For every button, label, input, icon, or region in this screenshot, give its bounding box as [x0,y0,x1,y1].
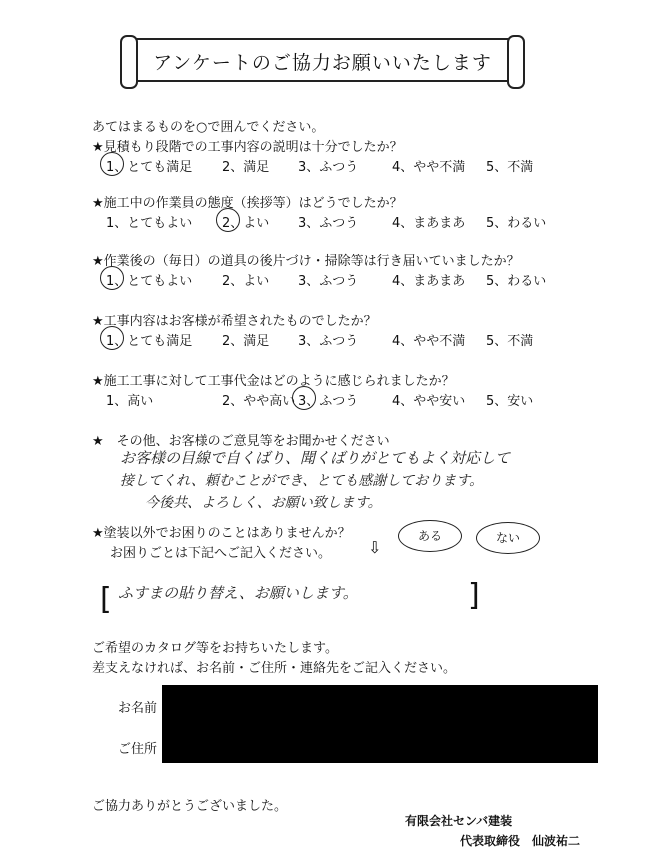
answer-option[interactable]: 2、満足 [222,334,270,349]
answer-option[interactable]: 1、とても満足 [106,160,193,175]
question-text: ★作業後の（毎日）の道具の後片づけ・掃除等は行き届いていましたか？ [92,254,520,269]
question-text: ★見積もり段階での工事内容の説明は十分でしたか？ [92,140,403,155]
answer-option[interactable]: 5、わるい [486,274,547,289]
right-bracket: ] [468,578,480,613]
answer-option[interactable]: 3、ふつう [298,274,359,289]
selected-circle-mark [100,152,124,176]
page-title: アンケートのご協力お願いいたします [153,52,492,74]
redacted-personal-info [162,685,598,763]
answer-option[interactable]: 3、ふつう [298,160,359,175]
catalog-line-2: 差支えなければ、お名前・ご住所・連絡先をご記入ください。 [92,661,457,676]
selected-circle-mark [100,326,124,350]
selected-circle-mark [216,208,240,232]
answer-option[interactable]: 1、とてもよい [106,274,193,289]
answer-option[interactable]: 2、よい [222,274,270,289]
answer-option[interactable]: 1、とても満足 [106,334,193,349]
address-label: ご住所 [118,742,158,757]
company-name: 有限会社センバ建装 [405,814,513,828]
answer-option[interactable]: 5、不満 [486,334,534,349]
answer-option[interactable]: 2、よい [222,216,270,231]
answer-option[interactable]: 4、まあまあ [392,216,466,231]
thanks-text: ご協力ありがとうございました。 [92,799,288,814]
handwritten-answer[interactable]: ふすまの貼り替え、お願いします。 [118,584,358,602]
answer-option[interactable]: 3、ふつう [298,216,359,231]
selected-circle-mark [100,266,124,290]
down-arrow-icon: ⇩ [368,538,382,557]
answer-option[interactable]: 1、高い [106,394,154,409]
catalog-line-1: ご希望のカタログ等をお持ちいたします。 [92,641,338,656]
title-banner [130,38,515,82]
answer-option[interactable]: 2、やや高い [222,394,296,409]
answer-option[interactable]: 5、不満 [486,160,534,175]
handwritten-comment-line[interactable]: 今後共、よろしく、お願い致します。 [145,495,382,511]
trouble-instruction: お困りごとは下記へご記入ください。 [110,546,332,561]
left-bracket: [ [100,582,112,617]
instructions: あてはまるものを○で囲んでください。 [92,120,325,135]
answer-option[interactable]: 1、とてもよい [106,216,193,231]
selected-circle-mark [292,386,316,410]
handwritten-comment-line[interactable]: 接してくれ、頼むことができ、とても感謝しております。 [120,473,484,489]
question-text: ★施工工事に対して工事代金はどのように感じられましたか？ [92,374,455,389]
handwritten-comment-line[interactable]: お客様の目線で自くばり、聞くばりがとてもよく対応して [120,449,511,467]
question-text: ★工事内容はお客様が希望されたものでしたか？ [92,314,377,329]
answer-option[interactable]: 4、やや不満 [392,160,466,175]
answer-option[interactable]: 4、まあまあ [392,274,466,289]
answer-option[interactable]: 5、安い [486,394,534,409]
answer-option[interactable]: 3、ふつう [298,334,359,349]
trouble-question: ★塗装以外でお困りのことはありませんか？ [92,526,351,541]
answer-option[interactable]: 3、ふつう [298,394,359,409]
choice-no-oval[interactable]: ない [476,522,540,554]
question-text: ★施工中の作業員の態度（挨拶等）はどうでしたか？ [92,196,403,211]
answer-option[interactable]: 4、やや安い [392,394,466,409]
answer-option[interactable]: 4、やや不満 [392,334,466,349]
other-comments-label: ★ その他、お客様のご意見等をお聞かせください [92,434,390,449]
company-representative: 代表取締役 仙波祐二 [460,834,581,848]
answer-option[interactable]: 5、わるい [486,216,547,231]
name-label: お名前 [118,701,158,716]
answer-option[interactable]: 2、満足 [222,160,270,175]
choice-yes-oval[interactable]: ある [398,520,462,552]
